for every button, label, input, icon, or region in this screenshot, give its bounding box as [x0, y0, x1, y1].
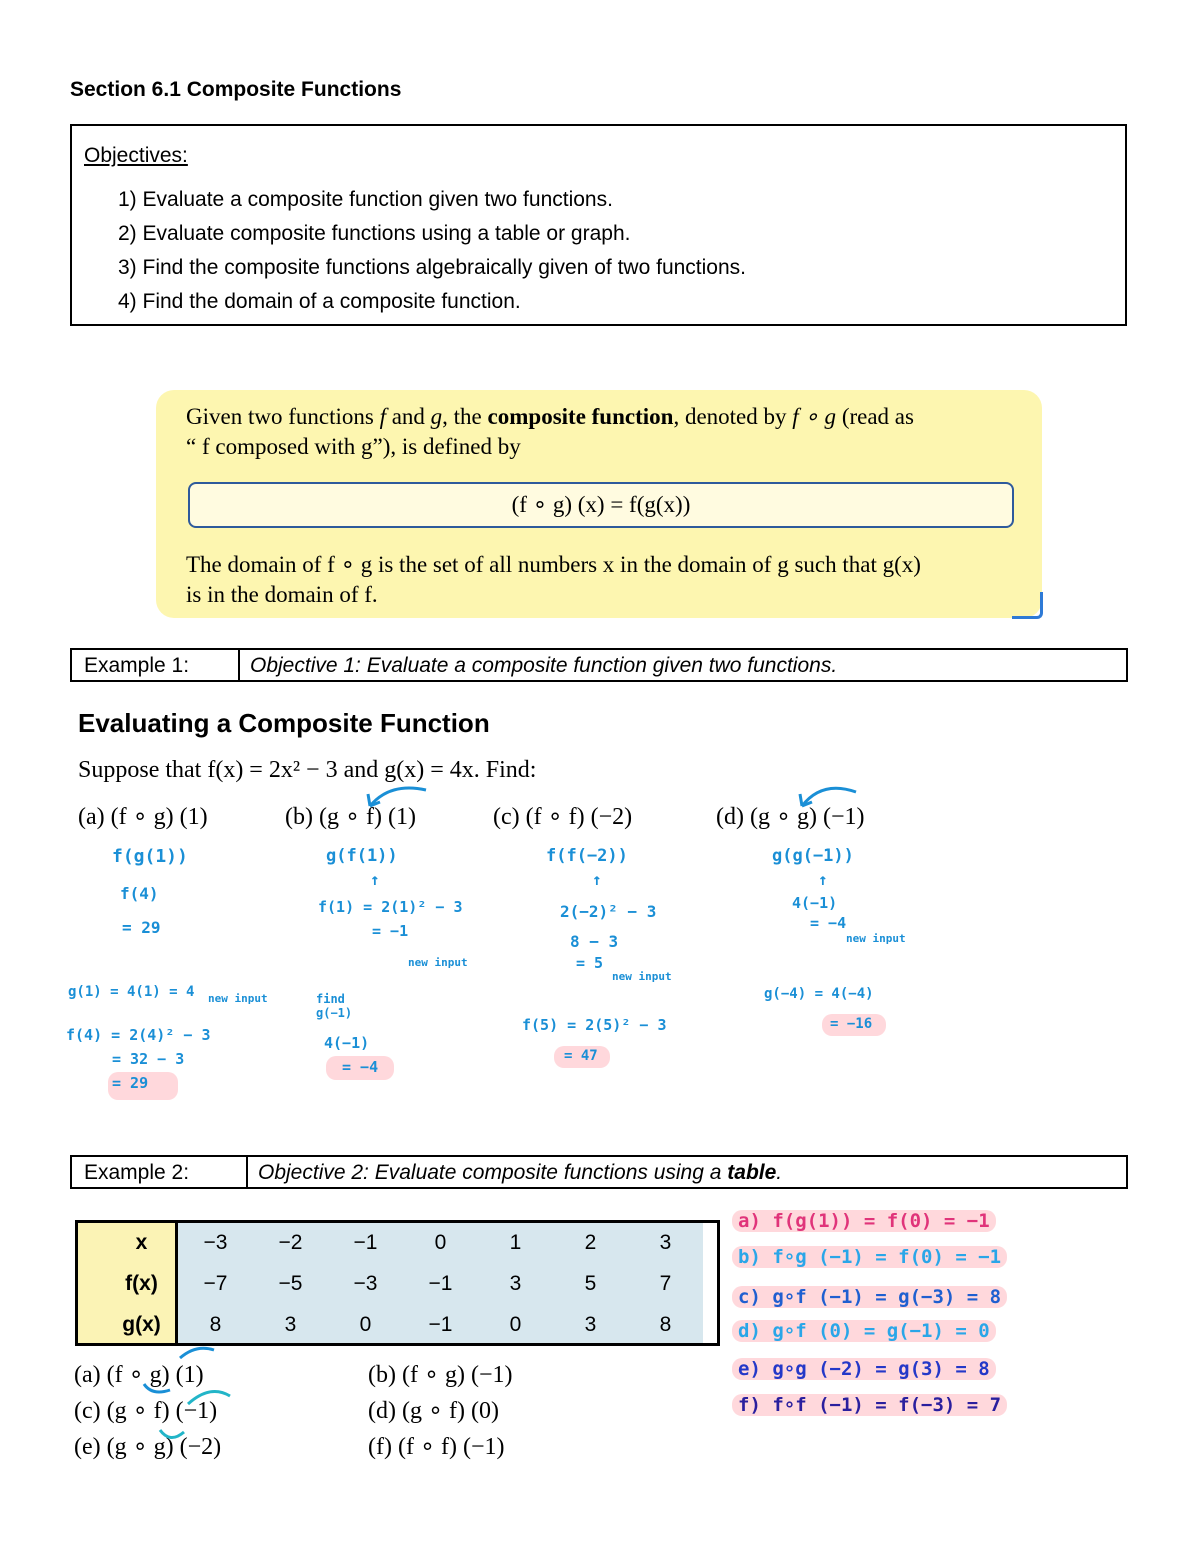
- example2-part-a: (a) (f ∘ g) (1): [74, 1362, 204, 1388]
- f-cell-4: 3: [478, 1263, 553, 1305]
- work-c-line-3: 8 − 3: [570, 932, 619, 951]
- example1-part-d: (d) (g ∘ g) (−1): [716, 804, 865, 830]
- example2-part-b: (b) (f ∘ g) (−1): [368, 1362, 513, 1388]
- work-a-line-4: g(1) = 4(1) = 4: [68, 984, 195, 1000]
- example2-part-f: (f) (f ∘ f) (−1): [368, 1434, 505, 1460]
- objectives-box: [70, 124, 1127, 326]
- x-cell-6: 3: [628, 1223, 703, 1263]
- g-cell-3: −1: [403, 1305, 478, 1345]
- example2-answer-f: f) f∘f (−1) = f(−3) = 7: [732, 1394, 1007, 1416]
- table-row-g: [78, 1305, 703, 1345]
- work-c-arrow-up-icon: ↑: [592, 870, 602, 889]
- values-table: [75, 1220, 720, 1346]
- f-cell-1: −5: [253, 1263, 328, 1305]
- x-cell-5: 2: [553, 1223, 628, 1263]
- values-table-grid: [78, 1223, 703, 1345]
- work-b-line-5: find g(−1): [316, 992, 353, 1020]
- g-cell-2: 0: [328, 1305, 403, 1345]
- example2-answer-d: d) g∘f (0) = g(−1) = 0: [732, 1320, 996, 1342]
- work-d-line-4: new input: [846, 932, 906, 945]
- example1-part-c: (c) (f ∘ f) (−2): [493, 804, 633, 830]
- example1-title: Evaluating a Composite Function: [78, 708, 490, 738]
- example1-prompt: Suppose that f(x) = 2x² − 3 and g(x) = 4x. Find:: [78, 757, 537, 783]
- work-d-line-1: g(g(−1)): [772, 846, 854, 866]
- work-b-line-7: = −4: [326, 1056, 394, 1080]
- work-a-line-8: = 29: [108, 1072, 178, 1100]
- example1-part-a: (a) (f ∘ g) (1): [78, 804, 208, 830]
- example2-header: [70, 1155, 1128, 1189]
- domain-line-1: The domain of f ∘ g is the set of all numbers x in the domain of g such that g(x): [186, 552, 921, 577]
- example2-objective: Objective 2: Evaluate composite functions using a table.: [258, 1161, 783, 1184]
- row-label-g: g(x): [78, 1305, 177, 1345]
- work-b-arrow-up-icon: ↑: [370, 870, 380, 889]
- work-c-line-5: new input: [612, 970, 672, 983]
- example2-divider: [246, 1157, 248, 1187]
- example2-part-c: (c) (g ∘ f) (−1): [74, 1398, 218, 1424]
- work-d-line-5: g(−4) = 4(−4): [764, 986, 874, 1002]
- f-cell-2: −3: [328, 1263, 403, 1305]
- work-d-line-3: = −4: [810, 914, 847, 932]
- f-cell-3: −1: [403, 1263, 478, 1305]
- example1-objective: Objective 1: Evaluate a composite function given two functions.: [250, 654, 838, 677]
- table-row-x: [78, 1223, 703, 1263]
- example2-answer-e: e) g∘g (−2) = g(3) = 8: [732, 1358, 996, 1380]
- corner-bracket-icon: [1012, 592, 1043, 619]
- objective-item-2: 2) Evaluate composite functions using a table or graph.: [118, 222, 631, 245]
- composite-formula: (f ∘ g) (x) = f(g(x)): [188, 482, 1014, 528]
- work-a-line-5: new input: [208, 992, 268, 1005]
- x-cell-4: 1: [478, 1223, 553, 1263]
- example1-part-b: (b) (g ∘ f) (1): [285, 804, 416, 830]
- example2-part-e: (e) (g ∘ g) (−2): [74, 1434, 222, 1460]
- work-c-line-6: f(5) = 2(5)² − 3: [522, 1016, 667, 1034]
- example2-part-d: (d) (g ∘ f) (0): [368, 1398, 499, 1424]
- objective-item-1: 1) Evaluate a composite function given two functions.: [118, 188, 613, 211]
- work-a-line-3: = 29: [122, 918, 161, 937]
- objectives-heading: Objectives:: [84, 144, 188, 167]
- example2-answer-c: c) g∘f (−1) = g(−3) = 8: [732, 1286, 1007, 1308]
- x-cell-0: −3: [177, 1223, 254, 1263]
- f-cell-0: −7: [177, 1263, 254, 1305]
- example1-header: [70, 648, 1128, 682]
- work-b-line-3: = −1: [372, 922, 409, 940]
- work-a-line-7: = 32 − 3: [112, 1050, 185, 1068]
- table-row-f: [78, 1263, 703, 1305]
- g-cell-1: 3: [253, 1305, 328, 1345]
- work-d-arrow-up-icon: ↑: [818, 870, 828, 889]
- arrow-b-icon: [360, 780, 440, 810]
- g-cell-0: 8: [177, 1305, 254, 1345]
- example1-divider: [238, 650, 240, 680]
- work-b-line-6: 4(−1): [324, 1034, 370, 1052]
- work-b-line-4: new input: [408, 956, 468, 969]
- section-title: Section 6.1 Composite Functions: [70, 78, 402, 101]
- f-cell-6: 7: [628, 1263, 703, 1305]
- row-label-f: f(x): [78, 1263, 177, 1305]
- example2-answer-a: a) f(g(1)) = f(0) = −1: [732, 1210, 996, 1232]
- work-a-line-2: f(4): [120, 884, 159, 903]
- work-c-line-4: = 5: [576, 954, 604, 972]
- x-cell-3: 0: [403, 1223, 478, 1263]
- work-b-line-1: g(f(1)): [326, 846, 398, 866]
- g-cell-6: 8: [628, 1305, 703, 1345]
- work-c-line-1: f(f(−2)): [546, 846, 628, 866]
- definition-line-2: “ f composed with g”), is defined by: [186, 434, 521, 459]
- example1-label: Example 1:: [84, 654, 190, 677]
- objective-item-3: 3) Find the composite functions algebraically given of two functions.: [118, 256, 747, 279]
- g-cell-5: 3: [553, 1305, 628, 1345]
- g-cell-4: 0: [478, 1305, 553, 1345]
- f-cell-5: 5: [553, 1263, 628, 1305]
- x-cell-1: −2: [253, 1223, 328, 1263]
- domain-line-2: is in the domain of f.: [186, 582, 378, 607]
- handwritten-arrows-icon: [130, 1340, 250, 1450]
- work-c-line-2: 2(−2)² − 3: [560, 902, 657, 921]
- x-cell-2: −1: [328, 1223, 403, 1263]
- example2-answer-b: b) f∘g (−1) = f(0) = −1: [732, 1246, 1007, 1268]
- work-d-line-6: = −16: [822, 1014, 886, 1036]
- definition-box: [156, 390, 1042, 618]
- work-a-line-1: f(g(1)): [112, 846, 188, 867]
- work-c-line-7: = 47: [554, 1046, 610, 1068]
- example2-label: Example 2:: [84, 1161, 190, 1184]
- work-d-line-2: 4(−1): [792, 894, 838, 912]
- work-a-line-6: f(4) = 2(4)² − 3: [66, 1026, 211, 1044]
- row-label-x: x: [78, 1223, 177, 1263]
- objective-item-4: 4) Find the domain of a composite function.: [118, 290, 521, 313]
- work-b-line-2: f(1) = 2(1)² − 3: [318, 898, 463, 916]
- definition-line-1: Given two functions f and g, the composite function, denoted by f ∘ g (read as: [186, 404, 914, 429]
- arrow-d-icon: [790, 780, 870, 810]
